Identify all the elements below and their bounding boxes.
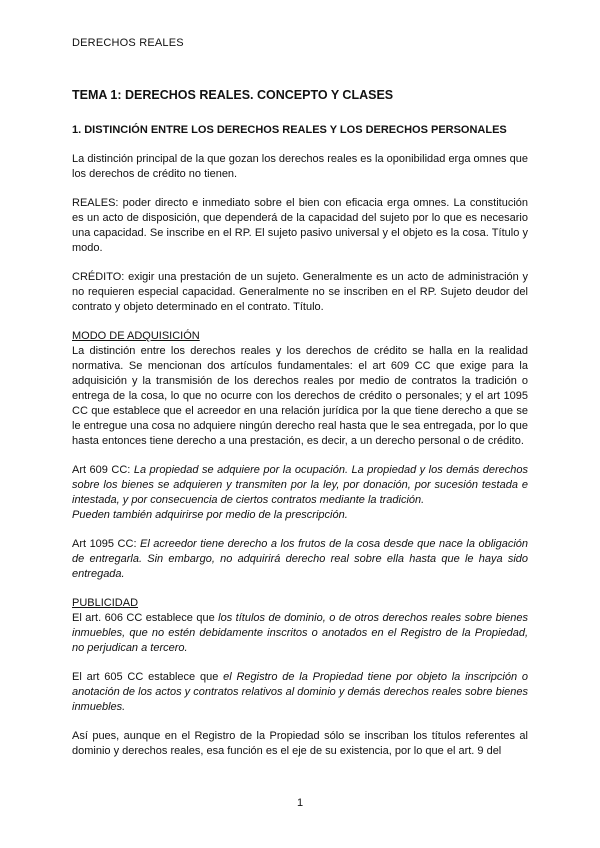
art-605-prefix: El art 605 CC establece que: [72, 671, 224, 683]
art-605-paragraph: [72, 670, 528, 715]
art-606-quote: los títulos de dominio, o de otros derechos reales sobre bienes inmuebles, que no estén debidamente inscritos o anotados en el Registro de la Propiedad, no perjudican a tercero.: [72, 612, 528, 654]
art-606-prefix: El art. 606 CC establece que: [72, 612, 219, 624]
section-heading: 1. DISTINCIÓN ENTRE LOS DERECHOS REALES Y LOS DERECHOS PERSONALES: [72, 124, 507, 136]
art-609-label: Art 609 CC:: [72, 464, 134, 476]
publicidad-subheading: PUBLICIDAD: [72, 597, 139, 609]
credito-paragraph: CRÉDITO: exigir una prestación de un sujeto. Generalmente es un acto de administración y no requieren especial capacidad. Generalmente no se inscriben en el RP. Sujeto deudor del contrato y objeto determinado en el contrato. Título.: [72, 271, 528, 313]
art-609-quote: La propiedad se adquiere por la ocupación. La propiedad y los demás derechos sobre los bienes se adquieren y transmiten por la ley, por donación, por sucesión testada e intestada, y por consecuencia de ciertos contratos mediante la tradición.: [72, 464, 528, 506]
running-header: DERECHOS REALES: [72, 37, 184, 49]
reales-paragraph: REALES: poder directo e inmediato sobre el bien con eficacia erga omnes. La constitución es un acto de disposición, que dependerá de la capacidad del sujeto por lo que es necesario una capacidad. Se inscribe en el RP. El sujeto pasivo universal y el objeto es la cosa. Título y modo.: [72, 197, 528, 254]
closing-paragraph: Así pues, aunque en el Registro de la Propiedad sólo se inscriban los títulos referentes al dominio y derechos reales, esa función es el eje de su existencia, por lo que el art. 9 del: [72, 730, 528, 757]
intro-paragraph: La distinción principal de la que gozan los derechos reales es la oponibilidad erga omnes que los derechos de crédito no tienen.: [72, 153, 528, 180]
page-number: 1: [296, 797, 304, 809]
art-1095-paragraph: [72, 537, 528, 582]
page-title: TEMA 1: DERECHOS REALES. CONCEPTO Y CLASES: [72, 88, 394, 102]
modo-subheading: MODO DE ADQUISICIÓN: [72, 330, 200, 342]
art-609-block: [72, 463, 528, 523]
art-606-paragraph: [72, 611, 528, 656]
art-1095-quote: El acreedor tiene derecho a los frutos de la cosa desde que nace la obligación de entregarla. Sin embargo, no adquirirá derecho real sobre ella hasta que le haya sido entregada.: [72, 538, 528, 580]
document-body: [72, 88, 528, 773]
art-609-quote-continued: Pueden también adquirirse por medio de la prescripción.: [72, 509, 348, 521]
art-605-quote: el Registro de la Propiedad tiene por objeto la inscripción o anotación de los actos y contratos relativos al dominio y demás derechos reales sobre bienes inmuebles.: [72, 671, 528, 713]
modo-paragraph: La distinción entre los derechos reales y los derechos de crédito se halla en la realidad normativa. Se mencionan dos artículos fundamentales: el art 609 CC que exige para la adquisición y la transmisión de los derechos reales por medio de contratos la tradición o entrega de la cosa, lo que no ocurre con los derechos de crédito o personales; y el art 1095 CC que establece que el acreedor en una relación jurídica por la que tiene derecho a que se le entregue una cosa no adquiere ningún derecho real hasta que le sea entregada, por lo que hasta entonces tiene derecho a una prestación, es decir, a un derecho personal o de crédito.: [72, 345, 528, 447]
art-609-paragraph: [72, 463, 528, 508]
art-1095-label: Art 1095 CC:: [72, 538, 141, 550]
